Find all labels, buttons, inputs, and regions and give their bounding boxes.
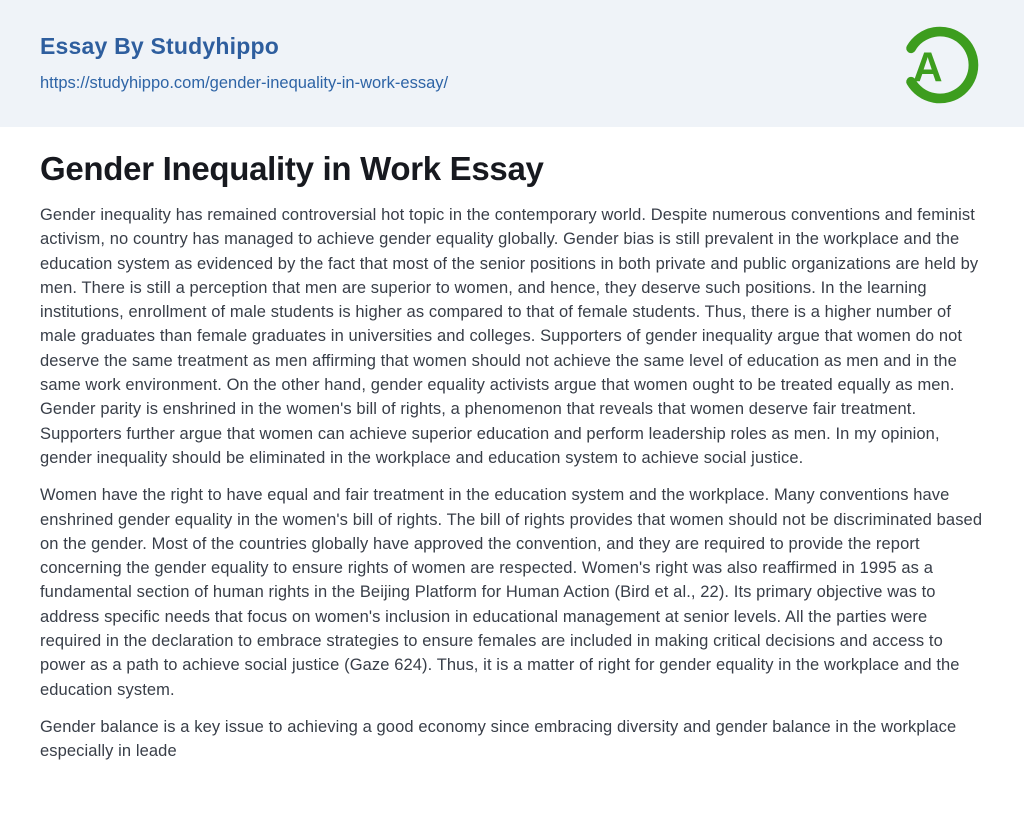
essay-paragraph-1: Gender inequality has remained controversial hot topic in the contemporary world. Despite numerous conventions and feminist activism, no country has managed to achieve gender equality globally. Gender bias is still prevalent in the workplace and the education system as evidenced by the fact that most of the senior positions in both private and public organizations are held by men. There is still a perception that men are superior to women, and hence, they deserve such positions. In the learning institutions, enrollment of male students is higher as compared to that of female students. Thus, there is a higher number of male graduates than female graduates in universities and colleges. Supporters of gender inequality argue that women do not deserve the same treatment as men affirming that women should not achieve the same level of education as men and in the same work environment. On the other hand, gender equality activists argue that women ought to be treated equally as men. Gender parity is enshrined in the women's bill of rights, a phenomenon that reveals that women deserve fair treatment. Supporters further argue that women can achieve superior education and perform leadership roles as men. In my opinion, gender inequality should be eliminated in the workplace and education system to achieve social justice. — [40, 205, 979, 467]
logo-letter: A — [912, 44, 943, 91]
page-header — [0, 0, 1024, 127]
essay-article — [0, 127, 1024, 763]
header-text-block — [40, 33, 448, 93]
studyhippo-logo-icon — [896, 21, 984, 109]
page-title: Gender Inequality in Work Essay — [40, 150, 544, 187]
site-title: Essay By Studyhippo — [40, 33, 279, 60]
essay-paragraph-3: Gender balance is a key issue to achieving a good economy since embracing diversity and gender balance in the workplace especially in leade — [40, 717, 957, 761]
page-url-link[interactable]: https://studyhippo.com/gender-inequality-in-work-essay/ — [40, 73, 449, 92]
essay-paragraph-2: Women have the right to have equal and fair treatment in the education system and the workplace. Many conventions have enshrined gender equality in the women's bill of rights. The bill of rights provides that women should not be discriminated based on the gender. Most of the countries globally have approved the convention, and they are required to provide the report concerning the gender equality to ensure rights of women are respected. Women's right was also reaffirmed in 1995 as a fundamental section of human rights in the Beijing Platform for Human Action (Bird et al., 22). Its primary objective was to address specific needs that focus on women's inclusion in educational management at senior levels. All the parties were required in the declaration to embrace strategies to ensure females are included in making critical decisions and access to power as a path to achieve social justice (Gaze 624). Thus, it is a matter of right for gender equality in the workplace and the education system. — [40, 486, 983, 699]
